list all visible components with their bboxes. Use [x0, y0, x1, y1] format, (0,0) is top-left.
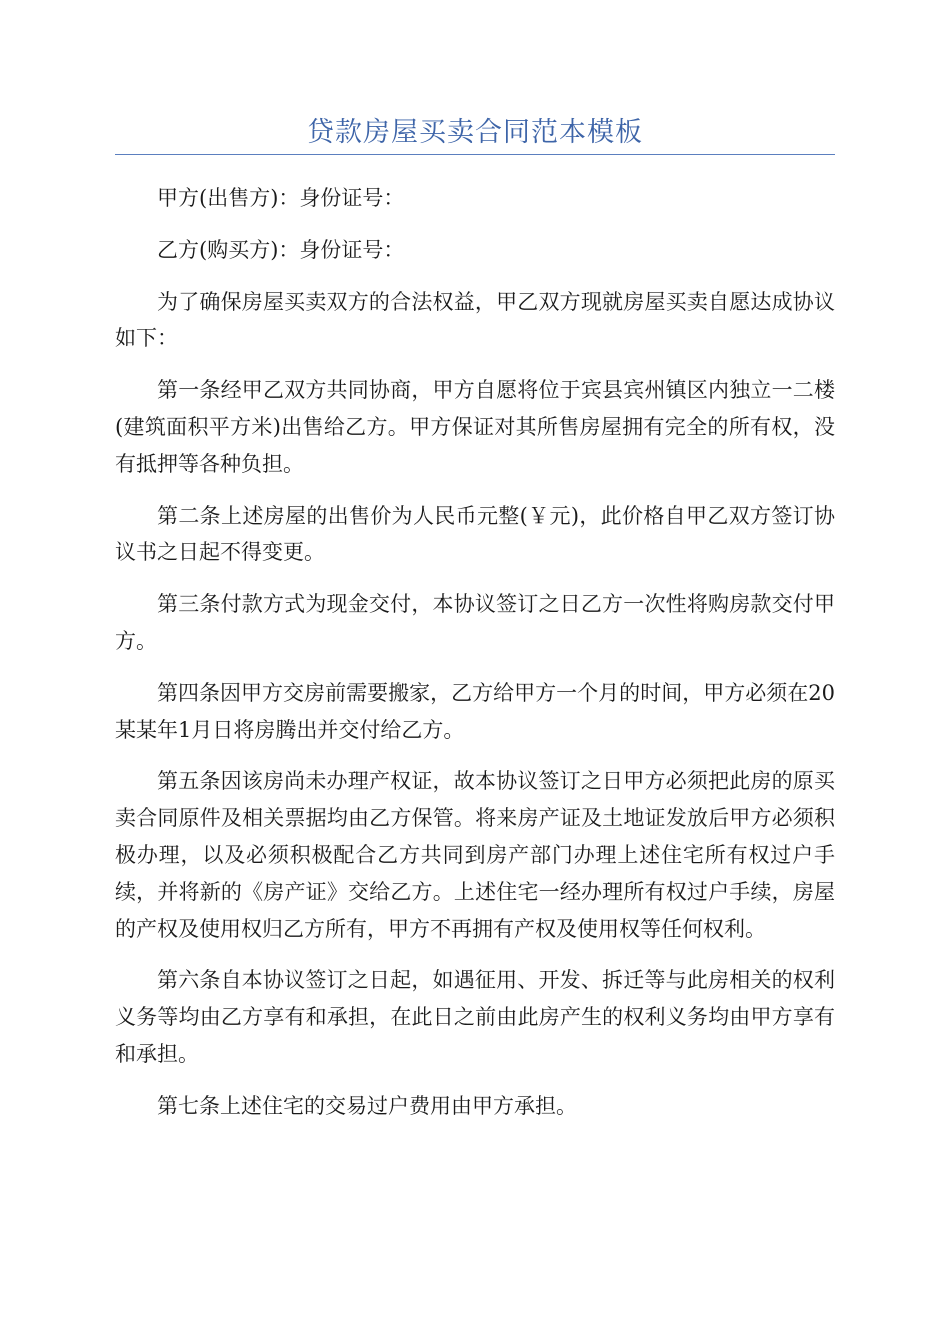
- paragraph-article-2: 第二条上述房屋的出售价为人民币元整(￥元)，此价格自甲乙双方签订协议书之日起不得变更。: [115, 503, 835, 565]
- paragraph-seller: 甲方(出售方)：身份证号：: [157, 186, 405, 210]
- paragraph-article-3: 第三条付款方式为现金交付，本协议签订之日乙方一次性将购房款交付甲方。: [115, 592, 835, 653]
- paragraph-article-4: 第四条因甲方交房前需要搬家，乙方给甲方一个月的时间，甲方必须在20某某年1月日将房腾出并交付给乙方。: [115, 680, 835, 742]
- paragraph-preamble: 为了确保房屋买卖双方的合法权益，甲乙双方现就房屋买卖自愿达成协议如下：: [115, 289, 835, 351]
- document-body: [115, 180, 835, 1140]
- document-title: 贷款房屋买卖合同范本模板: [307, 117, 643, 148]
- paragraph-buyer: 乙方(购买方)：身份证号：: [157, 237, 405, 262]
- title-underline: [115, 154, 835, 155]
- paragraph-article-6: 第六条自本协议签订之日起，如遇征用、开发、拆迁等与此房相关的权利义务等均由乙方享有和承担，在此日之前由此房产生的权利义务均由甲方享有和承担。: [115, 968, 835, 1066]
- paragraph-article-5: 第五条因该房尚未办理产权证，故本协议签订之日甲方必须把此房的原买卖合同原件及相关票据均由乙方保管。将来房产证及土地证发放后甲方必须积极办理，以及必须积极配合乙方共同到房产部门办理上述住宅所有权过户手续，并将新的《房产证》交给乙方。上述住宅一经办理所有权过户手续，房屋的产权及使用权归乙方所有，甲方不再拥有产权及使用权等任何权利。: [115, 769, 835, 941]
- paragraph-article-7: 第七条上述住宅的交易过户费用由甲方承担。: [157, 1093, 577, 1118]
- paragraph-article-1: 第一条经甲乙双方共同协商，甲方自愿将位于宾县宾州镇区内独立一二楼(建筑面积平方米)出售给乙方。甲方保证对其所售房屋拥有完全的所有权，没有抵押等各种负担。: [115, 378, 835, 476]
